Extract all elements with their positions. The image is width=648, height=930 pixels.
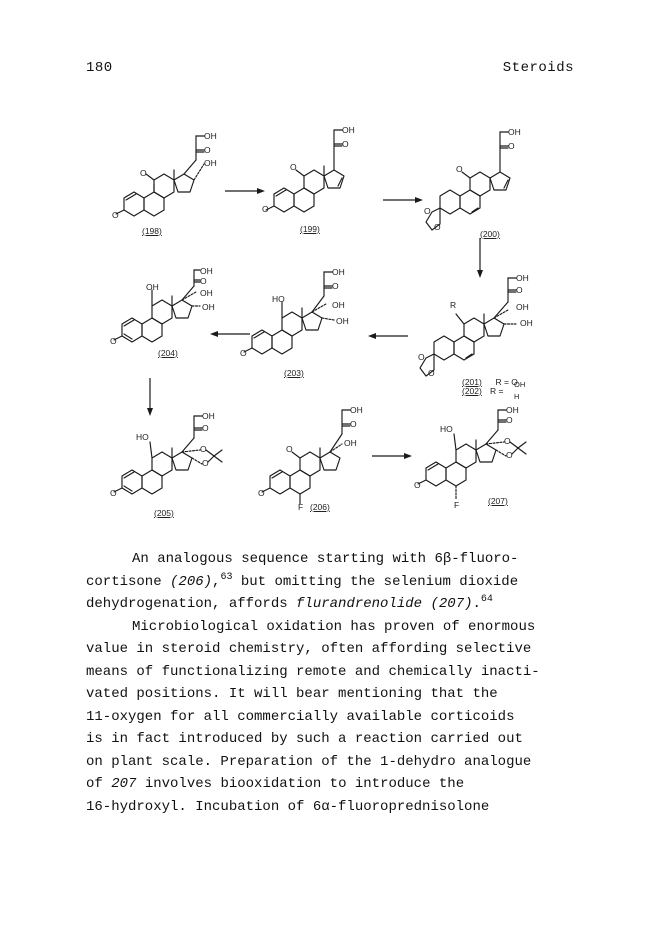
text-line <box>86 571 586 594</box>
structure-200 <box>418 126 558 239</box>
acetonide-o-2: O <box>202 458 209 468</box>
ketone-o: O <box>258 488 265 498</box>
compound-label-200: (200) <box>480 229 500 239</box>
compound-label-199: (199) <box>300 224 320 234</box>
text-run: , <box>212 573 221 590</box>
oh-21: OH <box>350 405 363 415</box>
r-group: R <box>450 300 457 310</box>
oh-17: OH <box>344 438 357 448</box>
acetonide-o-1: O <box>200 444 207 454</box>
ketone-o: O <box>240 348 247 358</box>
ketone-o-11: O <box>456 164 463 174</box>
ho-11: HO <box>440 424 453 434</box>
text-line: means of functionalizing remote and chemically inacti- <box>86 663 540 680</box>
ketal-o-2: O <box>434 222 441 232</box>
oh-21: OH <box>508 127 521 137</box>
compound-ref-207: 207 <box>111 776 137 792</box>
ketone-o-11: O <box>286 444 293 454</box>
oh-21: OH <box>200 266 213 276</box>
o-20: O <box>332 281 339 291</box>
r-sub-h: H <box>514 392 520 401</box>
page-number: 180 <box>86 60 113 76</box>
compound-label-201: (201) <box>462 377 482 387</box>
paragraph-1 <box>86 548 586 616</box>
r-sub-oh: OH <box>514 380 526 389</box>
text-line: on plant scale. Preparation of the 1-dehydro analogue <box>86 753 532 770</box>
compound-label-207: (207) <box>488 496 508 506</box>
text-line <box>86 593 586 616</box>
ketal-o-1: O <box>424 206 431 216</box>
o-20: O <box>204 145 211 155</box>
oh-21: OH <box>332 267 345 277</box>
compound-ref-206: (206) <box>170 573 213 590</box>
o-20: O <box>508 141 515 151</box>
ho-11: HO <box>272 294 285 304</box>
ketone-o-11: O <box>140 168 147 178</box>
structure-206 <box>258 404 378 514</box>
oh-21: OH <box>342 125 355 135</box>
o-20: O <box>342 139 349 149</box>
oh-16: OH <box>520 318 533 328</box>
compound-label-204: (204) <box>158 348 178 358</box>
reaction-arrow-199-200 <box>383 192 423 210</box>
o-20: O <box>350 419 357 429</box>
ketal-o-1: O <box>418 352 425 362</box>
text-line <box>86 773 586 796</box>
text-run: of <box>86 776 112 792</box>
compound-label-202: (202) <box>462 386 482 396</box>
text-line: An analogous sequence starting with 6β-fluoro- <box>132 551 519 567</box>
ketone-o: O <box>110 336 117 346</box>
oh-16: OH <box>336 316 349 326</box>
text-line: Microbiological oxidation has proven of enormous <box>132 618 536 635</box>
reaction-arrow-206-207 <box>372 448 412 466</box>
text-line: 11-oxygen for all commercially available corticoids <box>86 708 515 725</box>
fluoro-f: F <box>454 500 460 510</box>
oh-11: OH <box>146 282 159 292</box>
oh-17: OH <box>200 288 213 298</box>
text-run: but omitting the selenium dioxide <box>232 573 519 590</box>
text-run: dehydrogenation, affords <box>86 596 297 612</box>
oh-17: OH <box>332 300 345 310</box>
structure-199 <box>262 124 382 234</box>
compound-label-198: (198) <box>142 226 162 236</box>
o-20: O <box>202 423 209 433</box>
fluoro-f: F <box>298 502 304 512</box>
o-20: O <box>200 276 207 286</box>
footnote-ref-64: 64 <box>480 594 493 605</box>
ketal-o-2: O <box>428 368 435 378</box>
text-line: is in fact introduced by such a reaction carried out <box>86 731 523 747</box>
oh-21: OH <box>506 405 519 415</box>
reaction-arrow-198-199 <box>225 183 265 201</box>
ho-11: HO <box>136 432 149 442</box>
text-run: cortisone <box>86 573 171 590</box>
ketone-o: O <box>414 480 421 490</box>
o-20: O <box>516 285 523 295</box>
structure-205 <box>110 410 240 520</box>
running-head: Steroids <box>502 60 574 76</box>
oh-17: OH <box>204 158 217 168</box>
ketone-o: O <box>110 488 117 498</box>
text-run: involves biooxidation to introduce the <box>136 776 465 792</box>
o-20: O <box>506 415 513 425</box>
oh-21: OH <box>204 131 217 141</box>
structure-198 <box>112 128 232 236</box>
compound-label-203: (203) <box>284 368 304 378</box>
text-line: vated positions. It will bear mentioning that the <box>86 686 498 702</box>
ketone-o-11: O <box>290 162 297 172</box>
acetonide-o-2: O <box>506 450 513 460</box>
structure-203 <box>240 266 370 376</box>
structure-204 <box>110 266 240 366</box>
ketone-o: O <box>112 210 119 220</box>
oh-17: OH <box>516 302 529 312</box>
text-run: . <box>472 596 481 612</box>
oh-21: OH <box>202 411 215 421</box>
body-text <box>86 548 586 818</box>
compound-label-205: (205) <box>154 508 174 518</box>
r-definition-201: R = O <box>495 377 518 387</box>
r-definition-202: R = <box>490 386 504 396</box>
ketone-o: O <box>262 204 269 214</box>
structure-207 <box>414 404 554 514</box>
reaction-arrow-201-203 <box>368 328 408 346</box>
footnote-ref-63: 63 <box>220 571 233 583</box>
text-line: value in steroid chemistry, often affording selective <box>86 641 532 657</box>
acetonide-o-1: O <box>504 436 511 446</box>
compound-label-206: (206) <box>310 502 330 512</box>
oh-16: OH <box>202 302 215 312</box>
oh-21: OH <box>516 273 529 283</box>
paragraph-2 <box>86 616 586 819</box>
drug-name-flurandrenolide: flurandrenolide <box>296 596 423 612</box>
compound-ref-207: (207) <box>430 596 473 612</box>
text-line: 16-hydroxyl. Incubation of 6α-fluoroprednisolone <box>86 798 490 815</box>
